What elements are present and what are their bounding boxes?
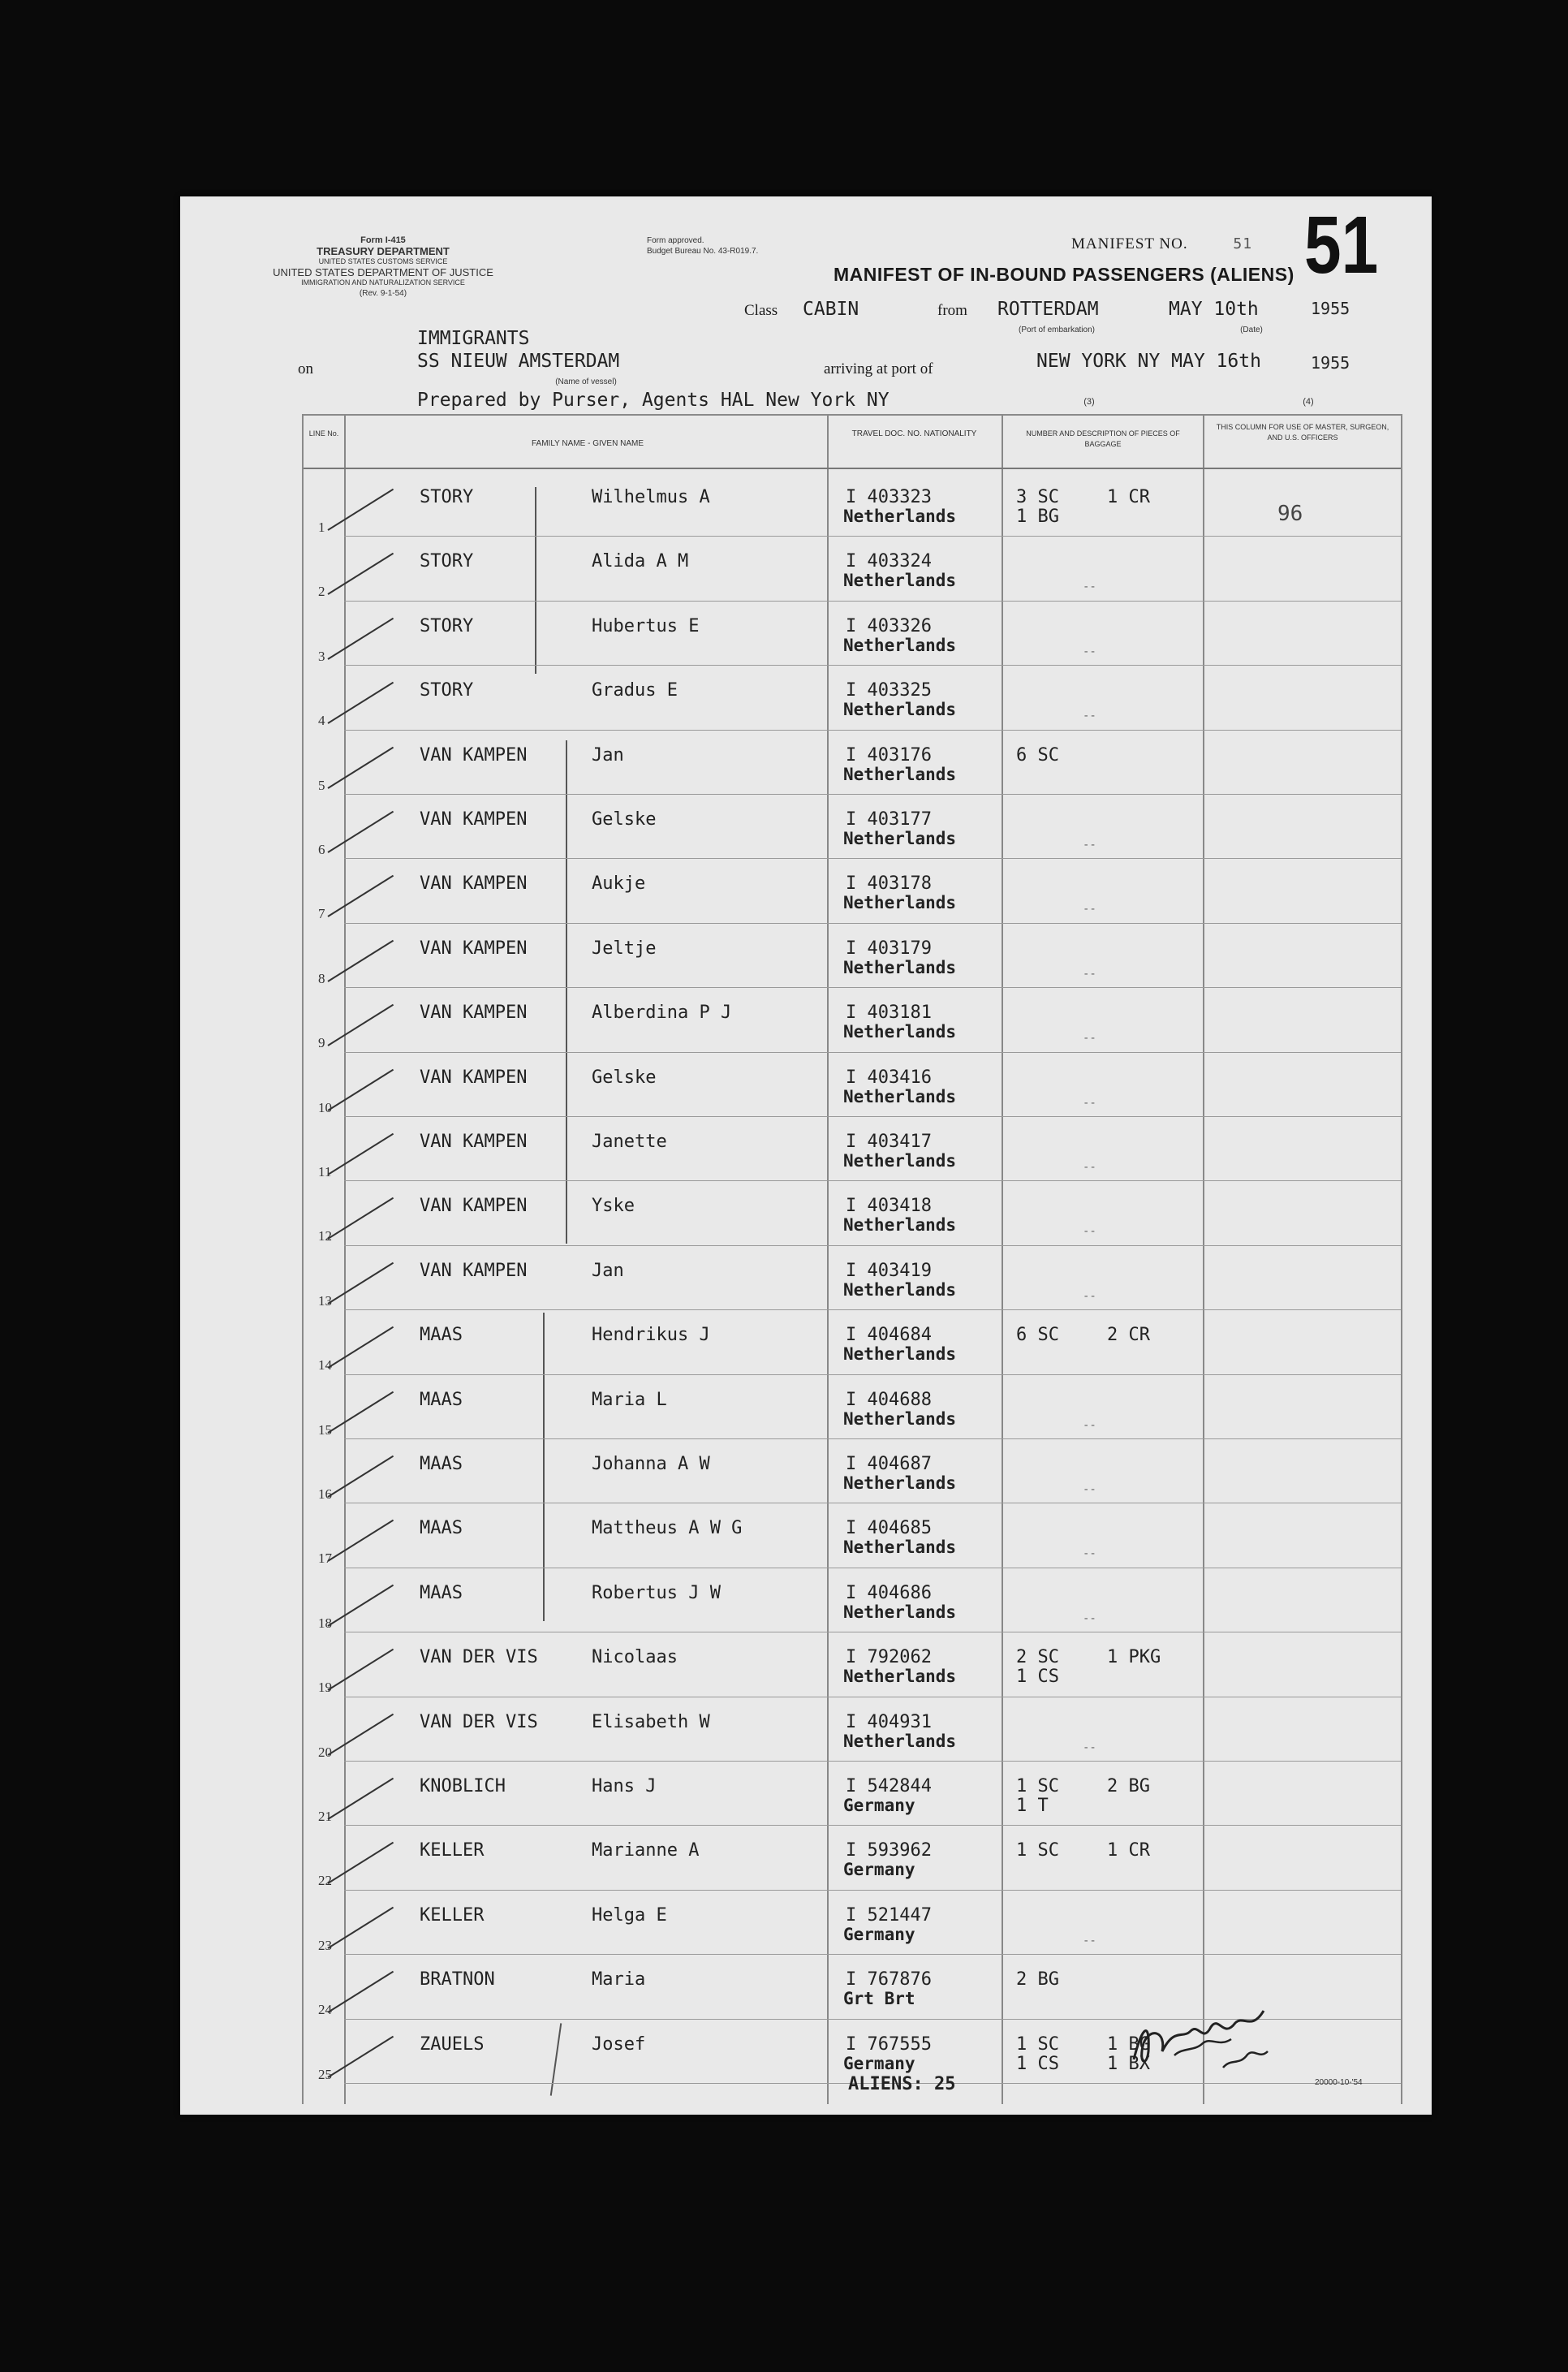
nationality: Netherlands bbox=[843, 700, 957, 720]
given-name: Gradus E bbox=[592, 680, 678, 701]
table-row bbox=[304, 1246, 1401, 1313]
date-value: MAY 10th bbox=[1169, 299, 1259, 320]
nationality: Netherlands bbox=[843, 635, 957, 655]
inspection-check-mark bbox=[327, 1197, 394, 1240]
table-row bbox=[304, 1117, 1401, 1184]
baggage-2: -- bbox=[1083, 1483, 1096, 1496]
inspection-check-mark bbox=[327, 1842, 394, 1884]
baggage-2: -- bbox=[1083, 1289, 1096, 1303]
nationality: Netherlands bbox=[843, 893, 957, 913]
table-row bbox=[304, 924, 1401, 990]
family-name: BRATNON bbox=[420, 1969, 495, 1990]
nationality: Netherlands bbox=[843, 1279, 957, 1300]
family-name: KELLER bbox=[420, 1840, 485, 1861]
baggage-2: -- bbox=[1083, 1161, 1096, 1174]
form-approved: Form approved. bbox=[647, 236, 704, 245]
line-number: 17 bbox=[318, 1550, 332, 1567]
line-number: 23 bbox=[318, 1937, 332, 1953]
vessel-name: SS NIEUW AMSTERDAM bbox=[417, 351, 620, 372]
inspection-check-mark bbox=[327, 1778, 394, 1820]
table-row bbox=[304, 1891, 1401, 1957]
nationality: Netherlands bbox=[843, 1667, 957, 1687]
given-name: Josef bbox=[592, 2033, 646, 2055]
family-name: VAN KAMPEN bbox=[420, 809, 528, 830]
baggage-2: 1 T bbox=[1016, 1796, 1049, 1816]
nationality: Germany bbox=[843, 2053, 915, 2073]
class-label: Class bbox=[744, 302, 778, 319]
line-number: 16 bbox=[318, 1486, 332, 1502]
inspection-check-mark bbox=[327, 1004, 394, 1046]
travel-doc-no: I 792062 bbox=[846, 1647, 932, 1668]
nationality: Netherlands bbox=[843, 1473, 957, 1493]
baggage-2: 1 CS bbox=[1016, 2053, 1059, 2074]
family-name: MAAS bbox=[420, 1582, 463, 1603]
given-name: Alida A M bbox=[592, 551, 689, 572]
baggage-3: 1 CR bbox=[1107, 487, 1150, 507]
given-name: Hendrikus J bbox=[592, 1325, 710, 1346]
table-row bbox=[304, 731, 1401, 797]
table-row bbox=[304, 988, 1401, 1054]
officer-note: 96 bbox=[1277, 502, 1303, 526]
line-number: 19 bbox=[318, 1680, 332, 1696]
line-number: 5 bbox=[318, 777, 325, 793]
travel-doc-no: I 403178 bbox=[846, 873, 932, 895]
family-name: VAN KAMPEN bbox=[420, 873, 528, 895]
table-row bbox=[304, 859, 1401, 925]
travel-doc-no: I 403179 bbox=[846, 938, 932, 959]
baggage-3: 1 PKG bbox=[1107, 1647, 1161, 1668]
travel-doc-no: I 404931 bbox=[846, 1711, 932, 1732]
given-name: Hubertus E bbox=[592, 615, 700, 636]
inspection-check-mark bbox=[327, 746, 394, 788]
travel-doc-no: I 593962 bbox=[846, 1840, 932, 1861]
given-name: Maria bbox=[592, 1969, 646, 1990]
given-name: Jan bbox=[592, 1260, 624, 1281]
manifest-sheet bbox=[180, 196, 1432, 2115]
travel-doc-no: I 404684 bbox=[846, 1325, 932, 1346]
baggage-3: 1 CR bbox=[1107, 1840, 1150, 1861]
given-name: Jan bbox=[592, 744, 624, 766]
header-rule bbox=[304, 468, 1401, 469]
line-number: 13 bbox=[318, 1292, 332, 1309]
given-name: Alberdina P J bbox=[592, 1003, 732, 1024]
table-row bbox=[304, 1310, 1401, 1377]
line-number: 11 bbox=[318, 1164, 332, 1180]
nationality: Netherlands bbox=[843, 1731, 957, 1751]
given-name: Gelske bbox=[592, 1067, 657, 1088]
travel-doc-no: I 403416 bbox=[846, 1067, 932, 1088]
baggage-2: -- bbox=[1083, 645, 1096, 658]
travel-doc-no: I 403417 bbox=[846, 1132, 932, 1152]
given-name: Elisabeth W bbox=[592, 1711, 710, 1732]
table-row bbox=[304, 1181, 1401, 1248]
inspection-check-mark bbox=[327, 618, 394, 660]
travel-doc-no: I 403177 bbox=[846, 809, 932, 830]
family-name: VAN DER VIS bbox=[420, 1647, 538, 1668]
inspection-check-mark bbox=[327, 811, 394, 853]
baggage-3: 2 CR bbox=[1107, 1325, 1150, 1346]
given-name: Mattheus A W G bbox=[592, 1518, 743, 1539]
travel-doc-no: I 542844 bbox=[846, 1776, 932, 1796]
col-header-name: FAMILY NAME - GIVEN NAME bbox=[532, 439, 644, 448]
family-name: STORY bbox=[420, 615, 474, 636]
line-number: 8 bbox=[318, 970, 325, 986]
given-name: Johanna A W bbox=[592, 1454, 710, 1474]
baggage-2: 1 BG bbox=[1016, 507, 1059, 527]
inspection-check-mark bbox=[327, 489, 394, 531]
baggage-2: 1 CS bbox=[1016, 1667, 1059, 1688]
travel-doc-no: I 404687 bbox=[846, 1454, 932, 1474]
nationality: Netherlands bbox=[843, 1344, 957, 1365]
line-number: 1 bbox=[318, 520, 325, 535]
table-row bbox=[304, 1053, 1401, 1119]
col-header-travel: TRAVEL DOC. NO. NATIONALITY bbox=[851, 429, 977, 438]
manifest-title: MANIFEST OF IN-BOUND PASSENGERS (ALIENS) bbox=[834, 264, 1294, 285]
line-number: 7 bbox=[318, 906, 325, 922]
travel-doc-no: I 521447 bbox=[846, 1904, 932, 1926]
table-row bbox=[304, 1439, 1401, 1506]
inspection-check-mark bbox=[327, 875, 394, 917]
baggage-2: -- bbox=[1083, 1032, 1096, 1046]
travel-doc-no: I 767876 bbox=[846, 1969, 932, 1990]
family-name: MAAS bbox=[420, 1325, 463, 1346]
arriving-value: NEW YORK NY MAY 16th bbox=[1036, 351, 1261, 372]
line-number: 14 bbox=[318, 1357, 332, 1374]
inspection-check-mark bbox=[327, 682, 394, 724]
inspection-check-mark bbox=[327, 1649, 394, 1691]
officer-signature bbox=[1126, 1995, 1288, 2076]
table-row bbox=[304, 602, 1401, 668]
line-number: 25 bbox=[318, 2066, 332, 2082]
col3-label: (3) bbox=[1083, 397, 1095, 407]
baggage-2: -- bbox=[1083, 967, 1096, 981]
customs-service: UNITED STATES CUSTOMS SERVICE bbox=[318, 257, 448, 265]
family-name: VAN KAMPEN bbox=[420, 1003, 528, 1024]
manifest-number-label bbox=[1071, 235, 1252, 253]
baggage-3: 2 BG bbox=[1107, 1776, 1150, 1796]
baggage-2: -- bbox=[1083, 1418, 1096, 1432]
inspection-check-mark bbox=[327, 940, 394, 982]
baggage-1: 6 SC bbox=[1016, 744, 1059, 766]
agency-block bbox=[245, 235, 521, 299]
travel-doc-no: I 403324 bbox=[846, 551, 932, 572]
given-name: Robertus J W bbox=[592, 1582, 721, 1603]
form-number: Form I-415 bbox=[360, 235, 406, 245]
line-number: 10 bbox=[318, 1099, 332, 1115]
table-row bbox=[304, 1697, 1401, 1764]
year-arrival: 1955 bbox=[1311, 353, 1350, 373]
table-row bbox=[304, 795, 1401, 861]
given-name: Aukje bbox=[592, 873, 646, 895]
baggage-2: -- bbox=[1083, 1225, 1096, 1239]
travel-doc-no: I 404686 bbox=[846, 1582, 932, 1603]
print-code: 20000-10-'54 bbox=[1315, 2078, 1363, 2087]
nationality: Netherlands bbox=[843, 1022, 957, 1042]
inspection-check-mark bbox=[327, 1456, 394, 1498]
nationality: Germany bbox=[843, 1924, 915, 1944]
ins-service: IMMIGRATION AND NATURALIZATION SERVICE bbox=[301, 278, 465, 287]
baggage-2: -- bbox=[1083, 903, 1096, 916]
inspection-check-mark bbox=[327, 553, 394, 595]
vessel-label: (Name of vessel) bbox=[555, 377, 617, 386]
nationality: Netherlands bbox=[843, 1602, 957, 1622]
baggage-1: 3 SC bbox=[1016, 487, 1059, 507]
table-row bbox=[304, 1826, 1401, 1892]
line-number: 9 bbox=[318, 1035, 325, 1051]
travel-doc-no: I 767555 bbox=[846, 2033, 932, 2055]
given-name: Wilhelmus A bbox=[592, 487, 710, 507]
baggage-2: -- bbox=[1083, 1611, 1096, 1625]
family-name: KELLER bbox=[420, 1904, 485, 1926]
baggage-2: -- bbox=[1083, 580, 1096, 594]
line-number: 6 bbox=[318, 842, 325, 857]
nationality: Netherlands bbox=[843, 957, 957, 977]
given-name: Nicolaas bbox=[592, 1647, 678, 1668]
class-value: CABIN bbox=[803, 299, 859, 320]
table-row bbox=[304, 537, 1401, 603]
approval-block bbox=[647, 235, 825, 257]
family-name: ZAUELS bbox=[420, 2033, 485, 2055]
given-name: Gelske bbox=[592, 809, 657, 830]
line-number: 4 bbox=[318, 713, 325, 729]
baggage-1: 1 SC bbox=[1016, 1840, 1059, 1861]
baggage-2: -- bbox=[1083, 1934, 1096, 1947]
travel-doc-no: I 403176 bbox=[846, 744, 932, 766]
line-number: 21 bbox=[318, 1809, 332, 1824]
line-number: 3 bbox=[318, 648, 325, 664]
col-header-line: LINE No. bbox=[308, 429, 339, 438]
travel-doc-no: I 403326 bbox=[846, 615, 932, 636]
year-departure: 1955 bbox=[1311, 299, 1350, 318]
given-name: Jeltje bbox=[592, 938, 657, 959]
col-header-baggage: NUMBER AND DESCRIPTION OF PIECES OF BAGGAGE bbox=[1026, 429, 1180, 448]
inspection-check-mark bbox=[327, 1326, 394, 1369]
baggage-1: 1 SC bbox=[1016, 2033, 1059, 2055]
family-name: VAN KAMPEN bbox=[420, 744, 528, 766]
nationality: Netherlands bbox=[843, 1151, 957, 1171]
table-row bbox=[304, 1375, 1401, 1442]
family-name: STORY bbox=[420, 487, 474, 507]
baggage-3: 1 BG bbox=[1107, 2033, 1150, 2055]
family-name: VAN KAMPEN bbox=[420, 1132, 528, 1152]
family-name: MAAS bbox=[420, 1389, 463, 1410]
given-name: Marianne A bbox=[592, 1840, 700, 1861]
travel-doc-no: I 404685 bbox=[846, 1518, 932, 1539]
given-name: Yske bbox=[592, 1196, 635, 1217]
nationality: Germany bbox=[843, 1860, 915, 1880]
baggage-2: -- bbox=[1083, 1740, 1096, 1754]
table-row bbox=[304, 472, 1401, 539]
travel-doc-no: I 403181 bbox=[846, 1003, 932, 1024]
travel-doc-no: I 403418 bbox=[846, 1196, 932, 1217]
manifest-number-big: 51 bbox=[1304, 200, 1379, 291]
nationality: Germany bbox=[843, 1796, 915, 1815]
line-number: 18 bbox=[318, 1615, 332, 1631]
prepared-by: Prepared by Purser, Agents HAL New York NY bbox=[417, 390, 890, 411]
travel-doc-no: I 403325 bbox=[846, 680, 932, 701]
nationality: Netherlands bbox=[843, 507, 957, 526]
passenger-table bbox=[302, 414, 1402, 2104]
nationality: Netherlands bbox=[843, 764, 957, 784]
col-header-officers: THIS COLUMN FOR USE OF MASTER, SURGEON, AND U.S. OFFICERS bbox=[1216, 423, 1389, 442]
justice-dept: UNITED STATES DEPARTMENT OF JUSTICE bbox=[273, 266, 493, 278]
from-value: ROTTERDAM bbox=[997, 299, 1099, 320]
nationality: Netherlands bbox=[843, 1215, 957, 1236]
family-name: MAAS bbox=[420, 1518, 463, 1539]
table-row bbox=[304, 1503, 1401, 1570]
travel-doc-no: I 404688 bbox=[846, 1389, 932, 1410]
baggage-1: 2 BG bbox=[1016, 1969, 1059, 1990]
given-name: Maria L bbox=[592, 1389, 667, 1410]
nationality: Netherlands bbox=[843, 1537, 957, 1558]
given-name: Hans J bbox=[592, 1776, 657, 1796]
family-name: STORY bbox=[420, 680, 474, 701]
family-name: KNOBLICH bbox=[420, 1776, 506, 1796]
family-name: VAN KAMPEN bbox=[420, 938, 528, 959]
given-name: Janette bbox=[592, 1132, 667, 1152]
baggage-1: 6 SC bbox=[1016, 1325, 1059, 1346]
inspection-check-mark bbox=[327, 1713, 394, 1755]
from-label: from bbox=[937, 302, 967, 319]
inspection-check-mark bbox=[327, 1520, 394, 1562]
family-name: VAN KAMPEN bbox=[420, 1067, 528, 1088]
baggage-2: -- bbox=[1083, 1547, 1096, 1561]
baggage-4: 1 BX bbox=[1107, 2053, 1150, 2074]
family-name: STORY bbox=[420, 551, 474, 572]
line-number: 22 bbox=[318, 1873, 332, 1889]
travel-doc-no: I 403419 bbox=[846, 1260, 932, 1281]
inspection-check-mark bbox=[327, 1391, 394, 1433]
line-number: 2 bbox=[318, 584, 325, 600]
line-number: 20 bbox=[318, 1744, 332, 1760]
family-name: VAN DER VIS bbox=[420, 1711, 538, 1732]
arriving-label: arriving at port of bbox=[824, 360, 933, 377]
col4-label: (4) bbox=[1303, 397, 1314, 407]
table-row bbox=[304, 1762, 1401, 1828]
manifest-label: MANIFEST NO. bbox=[1071, 235, 1188, 252]
nationality: Grt Brt bbox=[843, 1989, 915, 2009]
baggage-2: -- bbox=[1083, 709, 1096, 723]
baggage-1: 2 SC bbox=[1016, 1647, 1059, 1668]
revision: (Rev. 9-1-54) bbox=[359, 289, 407, 298]
inspection-check-mark bbox=[327, 1907, 394, 1949]
travel-doc-no: I 403323 bbox=[846, 487, 932, 507]
nationality: Netherlands bbox=[843, 829, 957, 848]
baggage-2: -- bbox=[1083, 1096, 1096, 1110]
inspection-check-mark bbox=[327, 1585, 394, 1627]
given-name: Helga E bbox=[592, 1904, 667, 1926]
table-row bbox=[304, 666, 1401, 732]
date-label: (Date) bbox=[1240, 326, 1263, 334]
baggage-2: -- bbox=[1083, 839, 1096, 852]
nationality: Netherlands bbox=[843, 1086, 957, 1106]
nationality: Netherlands bbox=[843, 571, 957, 591]
table-row bbox=[304, 1632, 1401, 1699]
family-name: MAAS bbox=[420, 1454, 463, 1474]
treasury-dept: TREASURY DEPARTMENT bbox=[317, 245, 450, 257]
line-number: 12 bbox=[318, 1228, 332, 1244]
family-name: VAN KAMPEN bbox=[420, 1260, 528, 1281]
immigrants-label: IMMIGRANTS bbox=[417, 328, 530, 349]
family-name: VAN KAMPEN bbox=[420, 1196, 528, 1217]
port-embarkation-label: (Port of embarkation) bbox=[1019, 326, 1095, 334]
line-number: 15 bbox=[318, 1421, 332, 1438]
on-label: on bbox=[298, 360, 313, 377]
inspection-check-mark bbox=[327, 1262, 394, 1305]
inspection-check-mark bbox=[327, 1133, 394, 1175]
inspection-check-mark bbox=[327, 2035, 394, 2077]
aliens-total: ALIENS: 25 bbox=[848, 2074, 956, 2094]
manifest-number-small: 51 bbox=[1233, 235, 1253, 252]
line-number: 24 bbox=[318, 2002, 332, 2018]
inspection-check-mark bbox=[327, 1971, 394, 2013]
inspection-check-mark bbox=[327, 1068, 394, 1111]
table-row bbox=[304, 1568, 1401, 1635]
baggage-1: 1 SC bbox=[1016, 1776, 1059, 1796]
nationality: Netherlands bbox=[843, 1408, 957, 1429]
budget-bureau: Budget Bureau No. 43-R019.7. bbox=[647, 247, 759, 256]
